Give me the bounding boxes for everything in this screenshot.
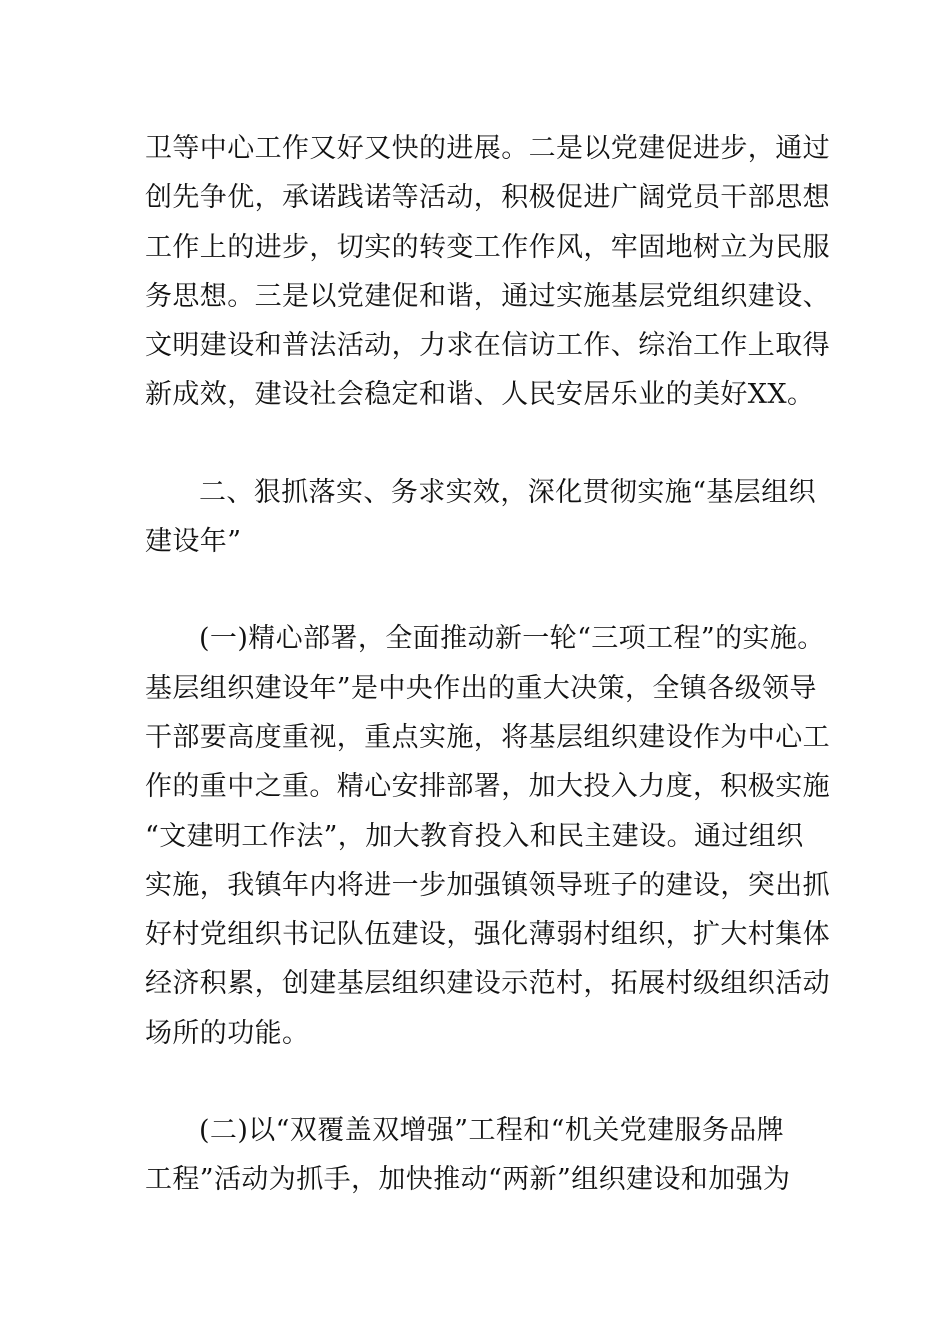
- text-line: 场所的功能。: [145, 1017, 310, 1049]
- text-line: 工程”活动为抓手，加快推动“两新”组织建设和加强为: [145, 1164, 791, 1196]
- text-line: 卫等中心工作又好又快的进展。二是以党建促进步，通过: [145, 133, 830, 164]
- text-line: 干部要高度重视，重点实施，将基层组织建设作为中心工: [145, 721, 830, 753]
- text-line: 文明建设和普法活动，力求在信访工作、综治工作上取得: [145, 330, 830, 362]
- paragraph-subsection-1: [145, 614, 830, 1058]
- paragraph-continuation: [145, 124, 830, 420]
- text-line: “文建明工作法”，加大教育投入和民主建设。通过组织: [145, 820, 804, 852]
- document-body: [145, 124, 830, 1205]
- paragraph-subsection-2: [145, 1106, 815, 1205]
- text-line: 建设年”: [145, 526, 242, 558]
- section-heading-2: [145, 468, 815, 567]
- text-line: 作的重中之重。精心安排部署，加大投入力度，积极实施: [145, 771, 830, 803]
- text-line: 基层组织建设年”是中央作出的重大决策，全镇各级领导: [145, 672, 817, 704]
- text-line: 实施，我镇年内将进一步加强镇领导班子的建设，突出抓: [145, 869, 830, 901]
- text-line: 新成效，建设社会稳定和谐、人民安居乐业的美好XX。: [145, 379, 815, 411]
- text-line: (二)以“双覆盖双增强”工程和“机关党建服务品牌: [199, 1115, 785, 1147]
- text-line: (一)精心部署，全面推动新一轮“三项工程”的实施。: [199, 623, 825, 655]
- text-line: 二、狠抓落实、务求实效，深化贯彻实施“基层组织: [199, 476, 817, 508]
- text-line: 工作上的进步，切实的转变工作作风，牢固地树立为民服: [145, 231, 830, 263]
- text-line: 好村党组织书记队伍建设，强化薄弱村组织，扩大村集体: [145, 919, 830, 951]
- text-line: 创先争优，承诺践诺等活动，积极促进广阔党员干部思想: [145, 182, 830, 214]
- text-line: 务思想。三是以党建促和谐，通过实施基层党组织建设、: [145, 280, 830, 312]
- text-line: 经济积累，创建基层组织建设示范村，拓展村级组织活动: [145, 968, 830, 1000]
